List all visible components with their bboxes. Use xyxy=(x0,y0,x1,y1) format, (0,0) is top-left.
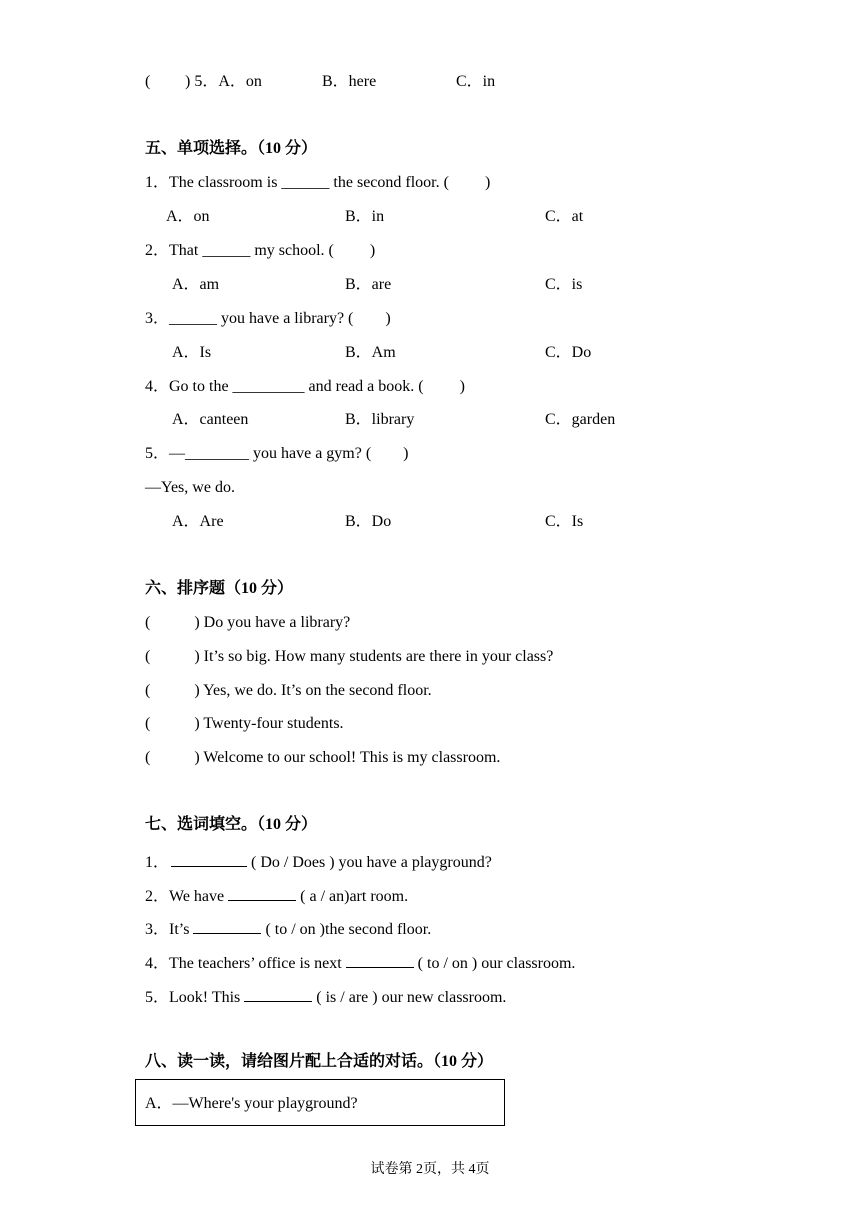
s5-q2-option-c: C．is xyxy=(545,276,583,293)
s7-q1 xyxy=(145,850,492,873)
s5-q4-option-c: C．garden xyxy=(545,411,616,428)
s5-q1-text: 1．The classroom is ______ the second floor. ( ) xyxy=(145,174,491,191)
s5-q4-option-a: A．canteen xyxy=(172,411,249,428)
s5-q5-option-c: C．Is xyxy=(545,513,584,530)
page-footer: 试卷第 2页，共 4页 xyxy=(370,1162,490,1177)
section7-heading: 七、选词填空。（10 分） xyxy=(145,816,318,833)
s5-q1-option-a: A．on xyxy=(166,208,210,225)
s7-q4 xyxy=(145,951,575,974)
s5-q2-option-b: B．are xyxy=(345,276,392,293)
s7-q5-rest: ( is / are ) our new classroom. xyxy=(312,989,507,1006)
s6-item: ( ) It’s so big. How many students are there in your class? xyxy=(145,648,554,665)
paren-open: ( xyxy=(145,73,151,90)
section5-heading: 五、单项选择。（10 分） xyxy=(145,140,318,157)
s7-q3 xyxy=(145,917,431,940)
s5-q3-option-b: B．Am xyxy=(345,344,396,361)
answer-blank xyxy=(171,850,247,867)
s5-q4-text: 4．Go to the _________ and read a book. ( ) xyxy=(145,378,465,395)
s7-q2-num: 2．We have xyxy=(145,888,229,905)
answer-blank xyxy=(193,917,261,934)
s5-q5-reply: —Yes, we do. xyxy=(145,479,235,496)
s5-q5-option-b: B．Do xyxy=(345,513,392,530)
s5-q1-option-b: B．in xyxy=(345,208,385,225)
answer-blank xyxy=(346,951,414,968)
s7-q3-rest: ( to / on )the second floor. xyxy=(261,921,432,938)
s6-item: ( ) Yes, we do. It’s on the second floor. xyxy=(145,682,432,699)
answer-blank xyxy=(244,985,312,1002)
s7-q5-num: 5．Look! This xyxy=(145,989,245,1006)
s7-q1-num: 1． xyxy=(145,854,170,871)
answer-blank xyxy=(228,884,296,901)
s5-q5-option-a: A．Are xyxy=(172,513,224,530)
s5-q1-option-c: C．at xyxy=(545,208,584,225)
s6-item: ( ) Do you have a library? xyxy=(145,614,351,631)
s6-item: ( ) Twenty-four students. xyxy=(145,715,344,732)
section8-heading: 八、读一读，请给图片配上合适的对话。（10 分） xyxy=(145,1053,494,1070)
s5-q3-option-c: C．Do xyxy=(545,344,592,361)
s7-q4-num: 4．The teachers’ office is next xyxy=(145,955,346,972)
top-q5-option-a: ) 5．A．on xyxy=(185,73,262,90)
s7-q5 xyxy=(145,985,506,1008)
s5-q3-text: 3．______ you have a library? ( ) xyxy=(145,310,391,327)
s5-q3-option-a: A．Is xyxy=(172,344,212,361)
s7-q3-num: 3．It’s xyxy=(145,921,194,938)
s7-q1-rest: ( Do / Does ) you have a playground? xyxy=(247,854,492,871)
dialogue-box xyxy=(135,1079,505,1126)
s7-q2-rest: ( a / an)art room. xyxy=(296,888,409,905)
s7-q4-rest: ( to / on ) our classroom. xyxy=(413,955,576,972)
s5-q2-option-a: A．am xyxy=(172,276,220,293)
s7-q2 xyxy=(145,884,408,907)
s5-q5-text: 5．—________ you have a gym? ( ) xyxy=(145,445,409,462)
top-q5-option-b: B．here xyxy=(322,73,377,90)
s5-q4-option-b: B．library xyxy=(345,411,415,428)
s6-item: ( ) Welcome to our school! This is my classroom. xyxy=(145,749,501,766)
dialogue-text: A．—Where's your playground? xyxy=(145,1095,358,1112)
section6-heading: 六、排序题（10 分） xyxy=(145,580,294,597)
top-q5-option-c: C．in xyxy=(456,73,496,90)
s5-q2-text: 2．That ______ my school. ( ) xyxy=(145,242,376,259)
